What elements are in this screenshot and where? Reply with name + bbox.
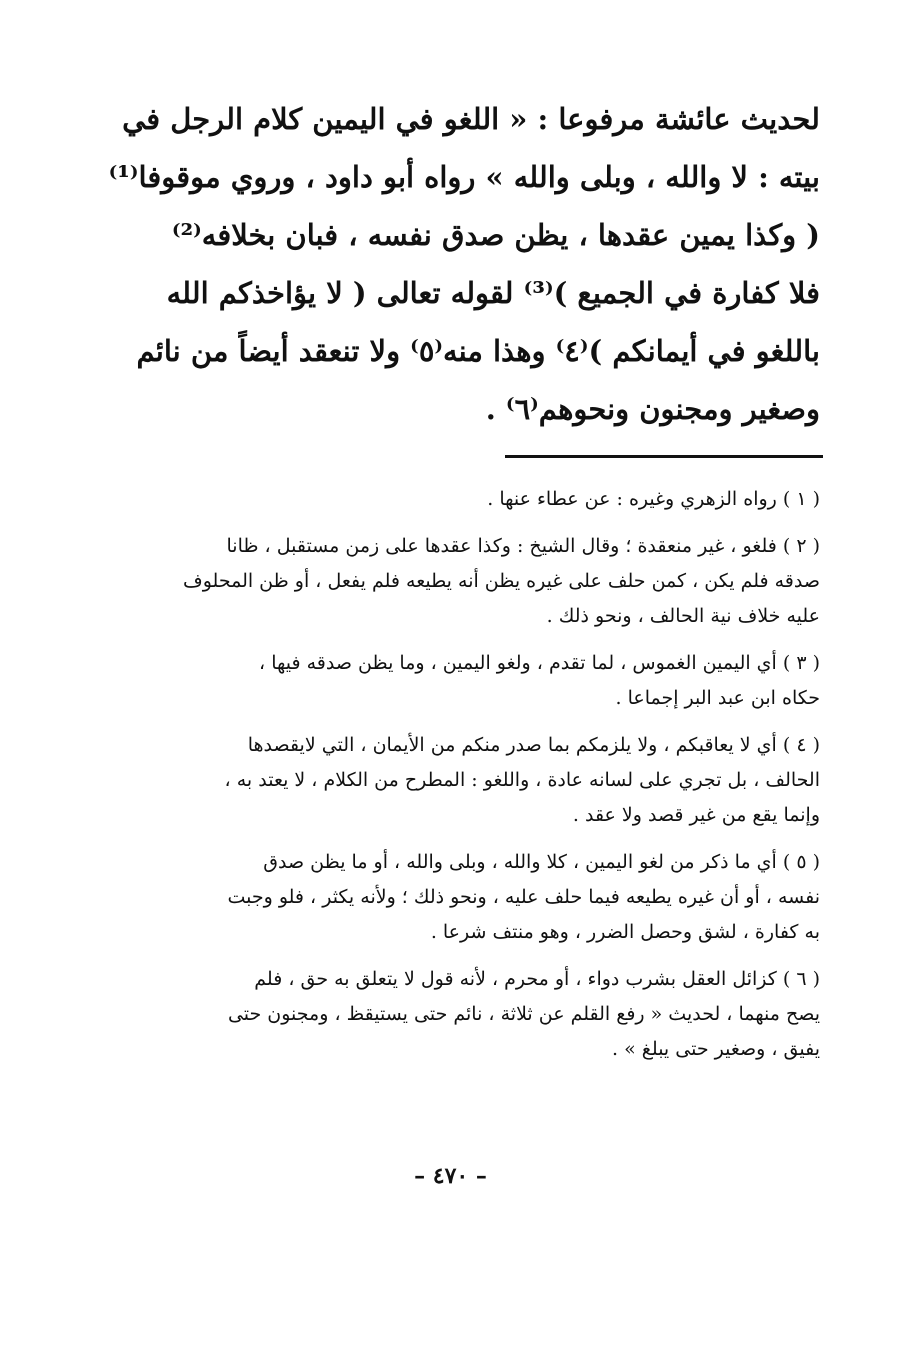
main-text-line: فلا كفارة في الجميع )⁽³⁾ لقوله تعالى ( لا يؤاخذكم الله	[166, 276, 820, 310]
footnote-line: الحالف ، بل تجري على لسانه عادة ، واللغو : المطرح من الكلام ، لا يعتد به ،	[224, 769, 820, 791]
footnote-line: حكاه ابن عبد البر إجماعا .	[615, 687, 820, 709]
footnote-line: صدقه فلم يكن ، كمن حلف على غيره يظن أنه يطيعه فلم يفعل ، أو ظن المحلوف	[183, 570, 820, 592]
main-text-line: وصغير ومجنون ونحوهم⁽٦⁾ .	[485, 392, 820, 426]
footnotes	[95, 482, 820, 1079]
main-text	[95, 90, 820, 438]
main-text-line: باللغو في أيمانكم )⁽٤⁾ وهذا منه⁽٥⁾ ولا تنعقد أيضاً من نائم	[136, 334, 820, 368]
main-text-line: بيته : لا والله ، وبلى والله » رواه أبو داود ، وروي موقوفا⁽¹⁾	[108, 160, 820, 194]
footnote-line: عليه خلاف نية الحالف ، ونحو ذلك .	[546, 605, 820, 627]
footnote-line: به كفارة ، لشق وحصل الضرر ، وهو منتف شرعا .	[430, 921, 820, 943]
main-text-line: لحديث عائشة مرفوعا : « اللغو في اليمين كلام الرجل في	[122, 102, 820, 136]
footnote-1	[95, 482, 820, 517]
footnote-separator	[505, 455, 823, 458]
footnote-line: ( ٢ ) فلغو ، غير منعقدة ؛ وقال الشيخ : وكذا عقدها على زمن مستقبل ، ظانا	[226, 535, 820, 557]
footnote-5	[95, 845, 820, 950]
main-text-line: ( وكذا يمين عقدها ، يظن صدق نفسه ، فبان بخلافه⁽²⁾	[171, 218, 820, 252]
page-number: – ٤٧٠ –	[414, 1163, 487, 1189]
footnote-4	[95, 728, 820, 833]
footnote-2	[95, 529, 820, 634]
footnote-6	[95, 962, 820, 1067]
footnote-line: يفيق ، وصغير حتى يبلغ » .	[612, 1038, 820, 1060]
footnote-line: وإنما يقع من غير قصد ولا عقد .	[572, 804, 820, 826]
footnote-line: ( ١ ) رواه الزهري وغيره : عن عطاء عنها .	[487, 488, 820, 510]
footnote-line: ( ٦ ) كزائل العقل بشرب دواء ، أو محرم ، لأنه قول لا يتعلق به حق ، فلم	[254, 968, 820, 990]
footnote-line: ( ٥ ) أي ما ذكر من لغو اليمين ، كلا والله ، وبلى والله ، أو ما يظن صدق	[263, 851, 820, 873]
footnote-line: نفسه ، أو أن غيره يطيعه فيما حلف عليه ، ونحو ذلك ؛ ولأنه يكثر ، فلو وجبت	[227, 886, 820, 908]
footnote-line: ( ٣ ) أي اليمين الغموس ، لما تقدم ، ولغو اليمين ، وما يظن صدقه فيها ،	[259, 652, 820, 674]
footnote-line: ( ٤ ) أي لا يعاقبكم ، ولا يلزمكم بما صدر منكم من الأيمان ، التي لايقصدها	[247, 734, 820, 756]
footnote-3	[95, 646, 820, 716]
footnote-line: يصح منهما ، لحديث « رفع القلم عن ثلاثة ، نائم حتى يستيقظ ، ومجنون حتى	[227, 1003, 820, 1025]
